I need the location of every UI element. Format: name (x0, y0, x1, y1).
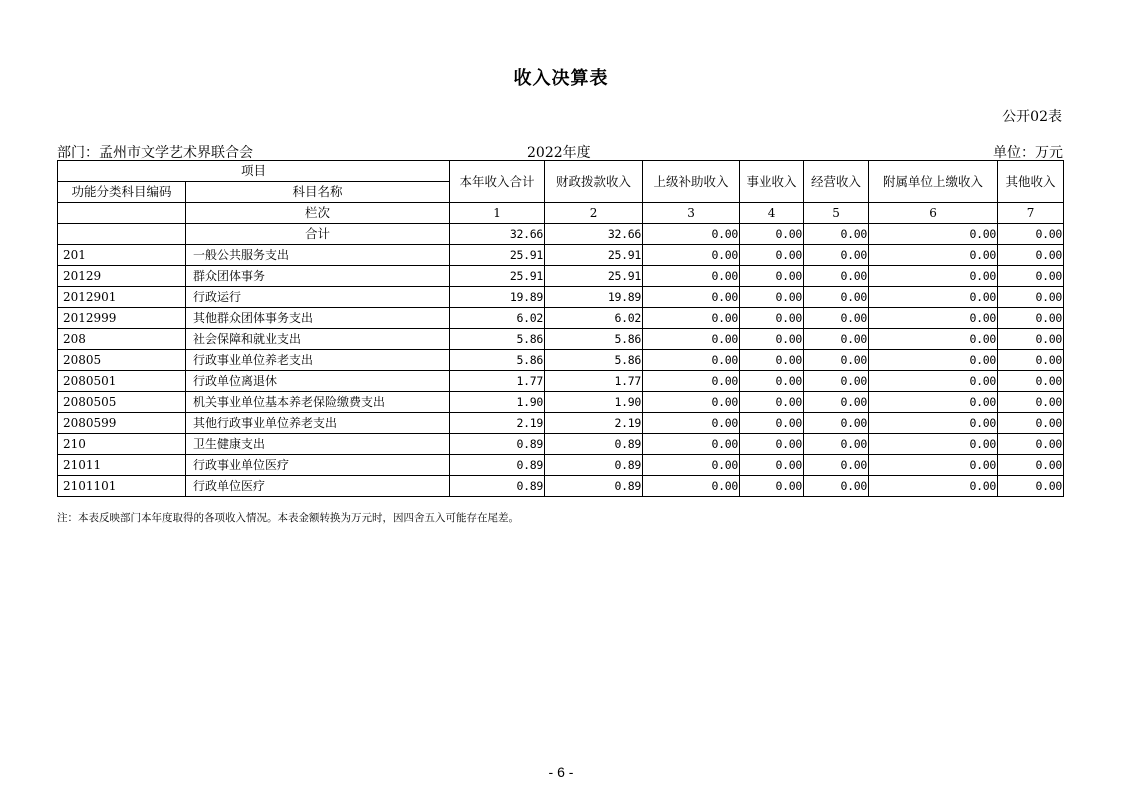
page-number: - 6 - (548, 764, 574, 780)
row-value: 0.00 (869, 392, 998, 413)
row-value: 0.89 (545, 455, 643, 476)
column-label: 栏次 (186, 203, 450, 224)
row-value: 0.00 (998, 266, 1064, 287)
row-name: 机关事业单位基本养老保险缴费支出 (186, 392, 450, 413)
row-value: 0.89 (450, 434, 545, 455)
row-value: 0.89 (545, 434, 643, 455)
row-value: 19.89 (450, 287, 545, 308)
column-number: 4 (740, 203, 804, 224)
header-business: 事业收入 (740, 161, 804, 203)
header-item: 项目 (58, 161, 450, 182)
table-row (58, 371, 1064, 392)
row-value: 0.00 (643, 350, 740, 371)
row-value: 0.00 (804, 392, 869, 413)
row-code: 20129 (58, 266, 186, 287)
row-value: 0.00 (804, 308, 869, 329)
row-value: 0.00 (804, 455, 869, 476)
header-row-1 (58, 161, 1064, 182)
row-name: 其他行政事业单位养老支出 (186, 413, 450, 434)
column-number: 5 (804, 203, 869, 224)
row-name: 行政单位医疗 (186, 476, 450, 497)
row-value: 0.00 (643, 266, 740, 287)
footnote: 注：本表反映部门本年度取得的各项收入情况。本表金额转换为万元时，因四舍五入可能存在尾差。 (57, 512, 519, 524)
row-value: 2.19 (450, 413, 545, 434)
row-code: 2080599 (58, 413, 186, 434)
total-value: 0.00 (998, 224, 1064, 245)
row-value: 0.00 (804, 266, 869, 287)
column-number-blank (58, 203, 186, 224)
total-value: 32.66 (450, 224, 545, 245)
table-row (58, 434, 1064, 455)
row-name: 其他群众团体事务支出 (186, 308, 450, 329)
table-row (58, 245, 1064, 266)
row-name: 卫生健康支出 (186, 434, 450, 455)
total-value: 0.00 (804, 224, 869, 245)
row-value: 0.00 (643, 329, 740, 350)
row-name: 一般公共服务支出 (186, 245, 450, 266)
table-row (58, 413, 1064, 434)
header-code: 功能分类科目编码 (58, 182, 186, 203)
row-value: 0.00 (643, 287, 740, 308)
row-code: 208 (58, 329, 186, 350)
unit-label: 单位：万元 (993, 145, 1063, 161)
row-value: 0.00 (998, 476, 1064, 497)
row-value: 0.00 (869, 476, 998, 497)
row-value: 0.00 (998, 371, 1064, 392)
row-value: 0.00 (869, 413, 998, 434)
row-name: 群众团体事务 (186, 266, 450, 287)
row-value: 0.00 (643, 413, 740, 434)
column-number: 6 (869, 203, 998, 224)
row-value: 0.00 (869, 371, 998, 392)
row-value: 0.00 (740, 245, 804, 266)
column-number: 3 (643, 203, 740, 224)
row-value: 0.00 (740, 329, 804, 350)
row-value: 0.00 (869, 266, 998, 287)
row-value: 0.00 (804, 434, 869, 455)
row-value: 0.00 (869, 329, 998, 350)
row-value: 5.86 (545, 350, 643, 371)
row-value: 0.00 (740, 455, 804, 476)
row-value: 0.00 (643, 245, 740, 266)
row-value: 0.00 (740, 413, 804, 434)
row-value: 0.00 (998, 245, 1064, 266)
row-value: 0.00 (998, 413, 1064, 434)
form-code: 公开02表 (1002, 109, 1062, 125)
department-label: 部门：孟州市文学艺术界联合会 (57, 145, 253, 161)
header-operating: 经营收入 (804, 161, 869, 203)
row-value: 0.00 (643, 434, 740, 455)
row-value: 0.00 (998, 455, 1064, 476)
row-value: 25.91 (545, 266, 643, 287)
row-value: 25.91 (450, 266, 545, 287)
row-value: 0.00 (998, 287, 1064, 308)
table-row (58, 392, 1064, 413)
row-value: 0.89 (450, 455, 545, 476)
row-code: 210 (58, 434, 186, 455)
row-value: 0.00 (804, 476, 869, 497)
row-value: 25.91 (450, 245, 545, 266)
row-value: 0.00 (740, 308, 804, 329)
row-value: 0.00 (643, 455, 740, 476)
row-value: 0.00 (869, 350, 998, 371)
row-value: 0.00 (740, 476, 804, 497)
table-row (58, 308, 1064, 329)
row-code: 20805 (58, 350, 186, 371)
row-value: 0.00 (643, 392, 740, 413)
row-value: 0.00 (804, 287, 869, 308)
row-value: 1.90 (450, 392, 545, 413)
row-name: 行政事业单位养老支出 (186, 350, 450, 371)
header-other: 其他收入 (998, 161, 1064, 203)
row-value: 19.89 (545, 287, 643, 308)
row-value: 25.91 (545, 245, 643, 266)
total-label: 合计 (186, 224, 450, 245)
row-name: 行政单位离退休 (186, 371, 450, 392)
row-value: 5.86 (450, 329, 545, 350)
row-value: 0.89 (450, 476, 545, 497)
row-value: 0.00 (804, 245, 869, 266)
row-value: 0.00 (998, 434, 1064, 455)
column-number: 2 (545, 203, 643, 224)
row-code: 2101101 (58, 476, 186, 497)
row-value: 0.00 (643, 476, 740, 497)
row-value: 0.00 (804, 329, 869, 350)
fiscal-year: 2022年度 (527, 145, 591, 161)
row-value: 0.00 (643, 371, 740, 392)
row-value: 0.00 (643, 308, 740, 329)
table-row (58, 266, 1064, 287)
row-code: 2012901 (58, 287, 186, 308)
total-value: 0.00 (740, 224, 804, 245)
row-code: 201 (58, 245, 186, 266)
row-value: 5.86 (450, 350, 545, 371)
row-value: 6.02 (450, 308, 545, 329)
row-value: 0.00 (740, 287, 804, 308)
row-name: 社会保障和就业支出 (186, 329, 450, 350)
row-value: 0.89 (545, 476, 643, 497)
row-value: 0.00 (869, 308, 998, 329)
row-value: 1.77 (545, 371, 643, 392)
table-row (58, 329, 1064, 350)
row-code: 21011 (58, 455, 186, 476)
total-value: 0.00 (643, 224, 740, 245)
row-code: 2012999 (58, 308, 186, 329)
row-value: 0.00 (998, 392, 1064, 413)
table-row (58, 476, 1064, 497)
meta-row (57, 142, 1063, 160)
row-value: 0.00 (869, 287, 998, 308)
row-value: 0.00 (804, 413, 869, 434)
column-number-row (58, 203, 1064, 224)
row-value: 1.77 (450, 371, 545, 392)
row-value: 0.00 (869, 434, 998, 455)
row-value: 0.00 (740, 392, 804, 413)
row-name: 行政事业单位医疗 (186, 455, 450, 476)
total-value: 32.66 (545, 224, 643, 245)
row-code: 2080505 (58, 392, 186, 413)
header-fiscal: 财政拨款收入 (545, 161, 643, 203)
row-value: 0.00 (740, 350, 804, 371)
row-value: 0.00 (740, 434, 804, 455)
header-total: 本年收入合计 (450, 161, 545, 203)
row-value: 1.90 (545, 392, 643, 413)
row-value: 2.19 (545, 413, 643, 434)
row-name: 行政运行 (186, 287, 450, 308)
header-name: 科目名称 (186, 182, 450, 203)
table-row (58, 287, 1064, 308)
page-title: 收入决算表 (513, 68, 609, 89)
row-value: 5.86 (545, 329, 643, 350)
header-affiliated: 附属单位上缴收入 (869, 161, 998, 203)
row-value: 0.00 (804, 371, 869, 392)
header-superior: 上级补助收入 (643, 161, 740, 203)
table-row (58, 350, 1064, 371)
row-value: 0.00 (740, 371, 804, 392)
revenue-table (57, 160, 1064, 497)
row-value: 6.02 (545, 308, 643, 329)
total-blank (58, 224, 186, 245)
row-value: 0.00 (804, 350, 869, 371)
column-number: 1 (450, 203, 545, 224)
row-value: 0.00 (998, 350, 1064, 371)
row-code: 2080501 (58, 371, 186, 392)
row-value: 0.00 (740, 266, 804, 287)
total-value: 0.00 (869, 224, 998, 245)
row-value: 0.00 (869, 245, 998, 266)
row-value: 0.00 (998, 329, 1064, 350)
total-row (58, 224, 1064, 245)
table-row (58, 455, 1064, 476)
row-value: 0.00 (869, 455, 998, 476)
row-value: 0.00 (998, 308, 1064, 329)
column-number: 7 (998, 203, 1064, 224)
